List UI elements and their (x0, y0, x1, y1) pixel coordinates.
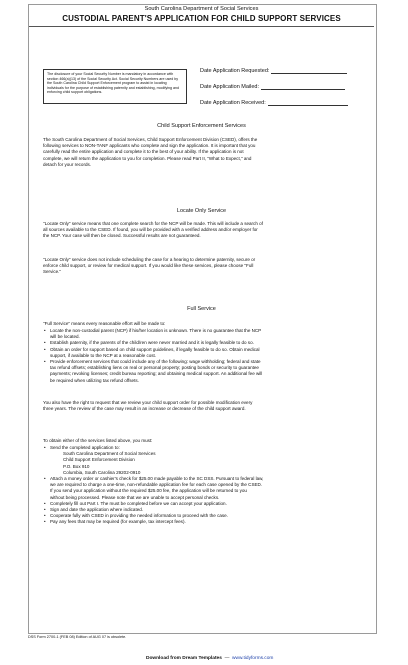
text-line: You also have the right to request that we review your child support order for possible modification every (43, 400, 253, 405)
text-line: • Completely fill out Part I. The must be completed before we can accept your application. (50, 500, 227, 506)
form-title: CUSTODIAL PARENT'S APPLICATION FOR CHILD SUPPORT SERVICES (62, 14, 341, 23)
full-service-intro (43, 321, 361, 327)
text-line: without being processed. Please note that we are unable to accept personal checks. (50, 494, 220, 500)
mailing-address-line: Columbia, South Carolina 29202-0910 (63, 469, 141, 475)
mailing-address-line: P.O. Box 910 (63, 463, 90, 469)
text-line: be required when utilizing tax refund offsets. (50, 377, 139, 383)
review-paragraph (43, 400, 361, 412)
obtain-intro (43, 438, 361, 444)
text-line: To obtain either of the services listed above, you must: (43, 438, 153, 443)
text-line: all sources available to the CSED. If found, you will be provided with a verified address and/or employer for (43, 227, 258, 233)
date-received-input[interactable] (268, 99, 348, 106)
date-received-field[interactable] (200, 99, 348, 106)
text-line: we are required to charge a one-time, non-refundable application fee for each case opened by the CSED. (50, 482, 263, 488)
text-line: payments; revoking licenses; credit bureau reporting; and obtaining medical support. An additional fee will (50, 371, 263, 377)
list-item (43, 476, 363, 501)
title-divider (29, 26, 374, 27)
text-line: • Establish paternity, if the parents of the child/ren were never married and it is legally feasible to do so. (50, 340, 254, 346)
text-line: • Locate the non-custodial parent (NCP) if his/her location is unknown. There is no guarantee that the NCP (50, 328, 262, 333)
ssn-disclosure-notice: The disclosure of your Social Security Number is mandatory in accordance with section 466(a)(13) of the Social Security Act. Social Security Numbers are used by the South Carolina Child Support Enforcement program to assist in locating individuals for the purpose of establishing paternity and establishing, modifying and enforcing child support obligations. (43, 69, 187, 104)
text-line: following services to NON-TANF applicants who complete and sign the application. It is important that you (43, 143, 256, 149)
text-line: • Obtain an order for support based on child support guidelines, if legally feasible to do so. Obtain medical (50, 346, 260, 352)
text-line: • Cooperate fully with CSED in providing the needed information to proceed with the case. (50, 513, 228, 519)
text-line: "Full Service" means every reasonable effort will be made to: (43, 321, 166, 326)
download-label: Download from Dream Templates (146, 656, 222, 661)
list-item (43, 347, 363, 359)
mailing-address-line: Child Support Enforcement Division (63, 457, 135, 463)
download-link[interactable]: www.tidyforms.com (232, 656, 274, 661)
mailing-address-line: South Carolina Department of Social Services (63, 451, 156, 457)
date-requested-input[interactable] (271, 67, 347, 74)
list-item (43, 445, 363, 476)
text-line: the NCP. Your case will then be closed. Successful results are not guaranteed. (43, 233, 201, 239)
text-line: three years. The review of the case may result in an increase or decrease of the child support award. (43, 406, 246, 412)
text-line: Service." (43, 269, 62, 275)
date-mailed-field[interactable] (200, 83, 345, 90)
list-item (43, 519, 363, 525)
full-service-list (43, 328, 363, 384)
text-line: • Send the completed application to: (50, 445, 120, 450)
date-mailed-label: Date Application Mailed: (200, 84, 260, 90)
text-line: • Pay any fees that may be required (for example, tax intercept fees). (50, 519, 186, 525)
date-requested-label: Date Application Requested: (200, 68, 270, 74)
text-line: The South Carolina Department of Social Services, Child Support Enforcement Division (CSED), offers the (43, 137, 258, 142)
text-line: will be located. (50, 334, 80, 340)
download-separator: — (223, 656, 231, 661)
locate-paragraph-1 (43, 221, 361, 240)
text-line: "Locate Only" service does not include scheduling the case for a hearing to determine paternity, secure or (43, 257, 256, 262)
text-line: "Locate Only" service means that one complete search for the NCP will be made. This will include a search of (43, 221, 263, 226)
agency-name: South Carolina Department of Social Services (144, 6, 259, 12)
list-item (43, 359, 363, 384)
date-received-label: Date Application Received: (200, 100, 266, 106)
date-mailed-input[interactable] (261, 83, 345, 90)
download-credit (146, 656, 273, 661)
text-line: tax refund offsets; establishing liens on real or personal property; posting bonds or security to guarantee (50, 365, 259, 371)
heading-locate-only: Locate Only Service (176, 208, 227, 214)
text-line: enforce child support, or review for medical support. If you would like these services, please choose "Full (43, 263, 254, 269)
locate-paragraph-2 (43, 257, 361, 276)
text-line: • Sign and date the application where indicated. (50, 507, 144, 513)
form-number: DSS Form 2700-1 (FEB 08) Edition of AUG 07 is obsolete. (28, 635, 127, 639)
heading-full-service: Full Service (187, 306, 216, 312)
text-line: support, if available to the NCP at a reasonable cost. (50, 352, 157, 358)
obtain-list (43, 445, 363, 526)
text-line: complete, we will return the application to you for completion. Please read Part II, "What to Expect," and (43, 155, 252, 161)
text-line: detach for your records. (43, 161, 92, 167)
heading-cse-services: Child Support Enforcement Services (157, 123, 246, 129)
date-requested-field[interactable] (200, 67, 347, 74)
intro-paragraph (43, 137, 361, 168)
text-line: If you send your application without the required $25.00 fee, the application will be returned to you (50, 488, 247, 494)
list-item (43, 328, 363, 340)
text-line: • Provide enforcement services that could include any of the following: wage withholding; federal and state (50, 359, 261, 365)
text-line: • Attach a money order or cashier's check for $25.00 made payable to the SC DSS. Pursuant to federal law, (50, 476, 264, 482)
text-line: carefully read the entire application and complete it to the best of your ability. If the application is not (43, 149, 244, 155)
